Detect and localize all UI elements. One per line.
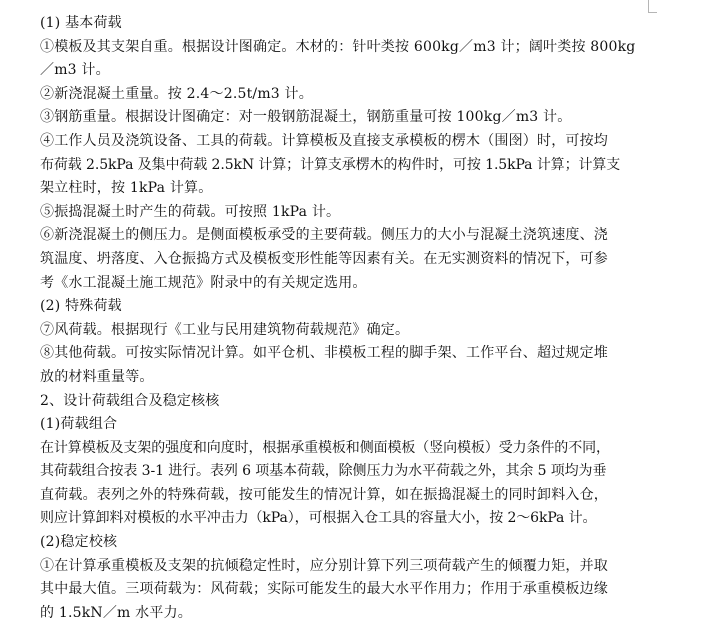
text-line: 考《水工混凝土施工规范》附录中的有关规定选用。 <box>40 274 367 291</box>
text-line: ／m3 计。 <box>40 62 110 79</box>
text-line: 筑温度、坍落度、入仓振捣方式及模板变形性能等因素有关。在无实测资料的情况下，可参 <box>40 250 608 267</box>
text-line: ⑧其他荷载。可按实际情况计算。如平仓机、非模板工程的脚手架、工作平台、超过规定堆 <box>40 345 608 362</box>
heading-stability-check: (2)稳定校核 <box>40 534 118 551</box>
text-line: ③钢筋重量。根据设计图确定：对一般钢筋混凝土，钢筋重量可按 100kg／m3 计。 <box>40 109 572 126</box>
text-line: 直荷载。表列之外的特殊荷载，按可能发生的情况计算，如在振捣混凝土的同时卸料入仓， <box>40 486 608 503</box>
text-line: ②新浇混凝土重量。按 2.4～2.5t/m3 计。 <box>40 85 313 102</box>
text-line: ⑦风荷载。根据现行《工业与民用建筑物荷载规范》确定。 <box>40 321 410 338</box>
text-line: 则应计算卸料对模板的水平冲击力（kPa），可根据入仓工具的容量大小，按 2～6kPa 计。 <box>40 510 597 527</box>
heading-load-combination-and-stability: 2、设计荷载组合及稳定核核 <box>40 392 220 409</box>
heading-special-loads: (2) 特殊荷载 <box>40 298 122 315</box>
text-line: 放的材料重量等。 <box>40 368 154 385</box>
document-body <box>40 12 658 625</box>
heading-load-combination: (1)荷载组合 <box>40 416 118 433</box>
text-line: 架立柱时，按 1kPa 计算。 <box>40 180 213 197</box>
text-line: ①模板及其支架自重。根据设计图确定。木材的：针叶类按 600kg／m3 计；阔叶类按 800kg <box>40 38 636 55</box>
text-line: ④工作人员及浇筑设备、工具的荷载。计算模板及直接支承模板的楞木（围囹）时，可按均 <box>40 132 608 149</box>
text-line: 的 1.5kN／m 水平力。 <box>40 604 192 621</box>
text-line: ⑥新浇混凝土的侧压力。是侧面模板承受的主要荷载。侧压力的大小与混凝土浇筑速度、浇 <box>40 227 608 244</box>
text-line: ⑤振捣混凝土时产生的荷载。可按照 1kPa 计。 <box>40 203 341 220</box>
text-line: ①在计算承重模板及支架的抗倾稳定性时，应分别计算下列三项荷载产生的倾覆力矩，并取 <box>40 557 608 574</box>
text-line: 在计算模板及支架的强度和向度时，根据承重模板和侧面模板（竖向模板）受力条件的不同， <box>40 439 610 456</box>
text-line: 其荷载组合按表 3-1 进行。表列 6 项基本荷载，除侧压力为水平荷载之外，其余 5 项均为垂 <box>40 463 607 480</box>
text-line: 布荷载 2.5kPa 及集中荷载 2.5kN 计算；计算支承楞木的构件时，可按 1.5kPa 计算；计算支 <box>40 156 621 173</box>
text-line: 其中最大值。三项荷载为：风荷载；实际可能发生的最大水平作用力；作用于承重模板边缘 <box>40 581 608 598</box>
heading-basic-loads: (1) 基本荷载 <box>40 15 122 31</box>
